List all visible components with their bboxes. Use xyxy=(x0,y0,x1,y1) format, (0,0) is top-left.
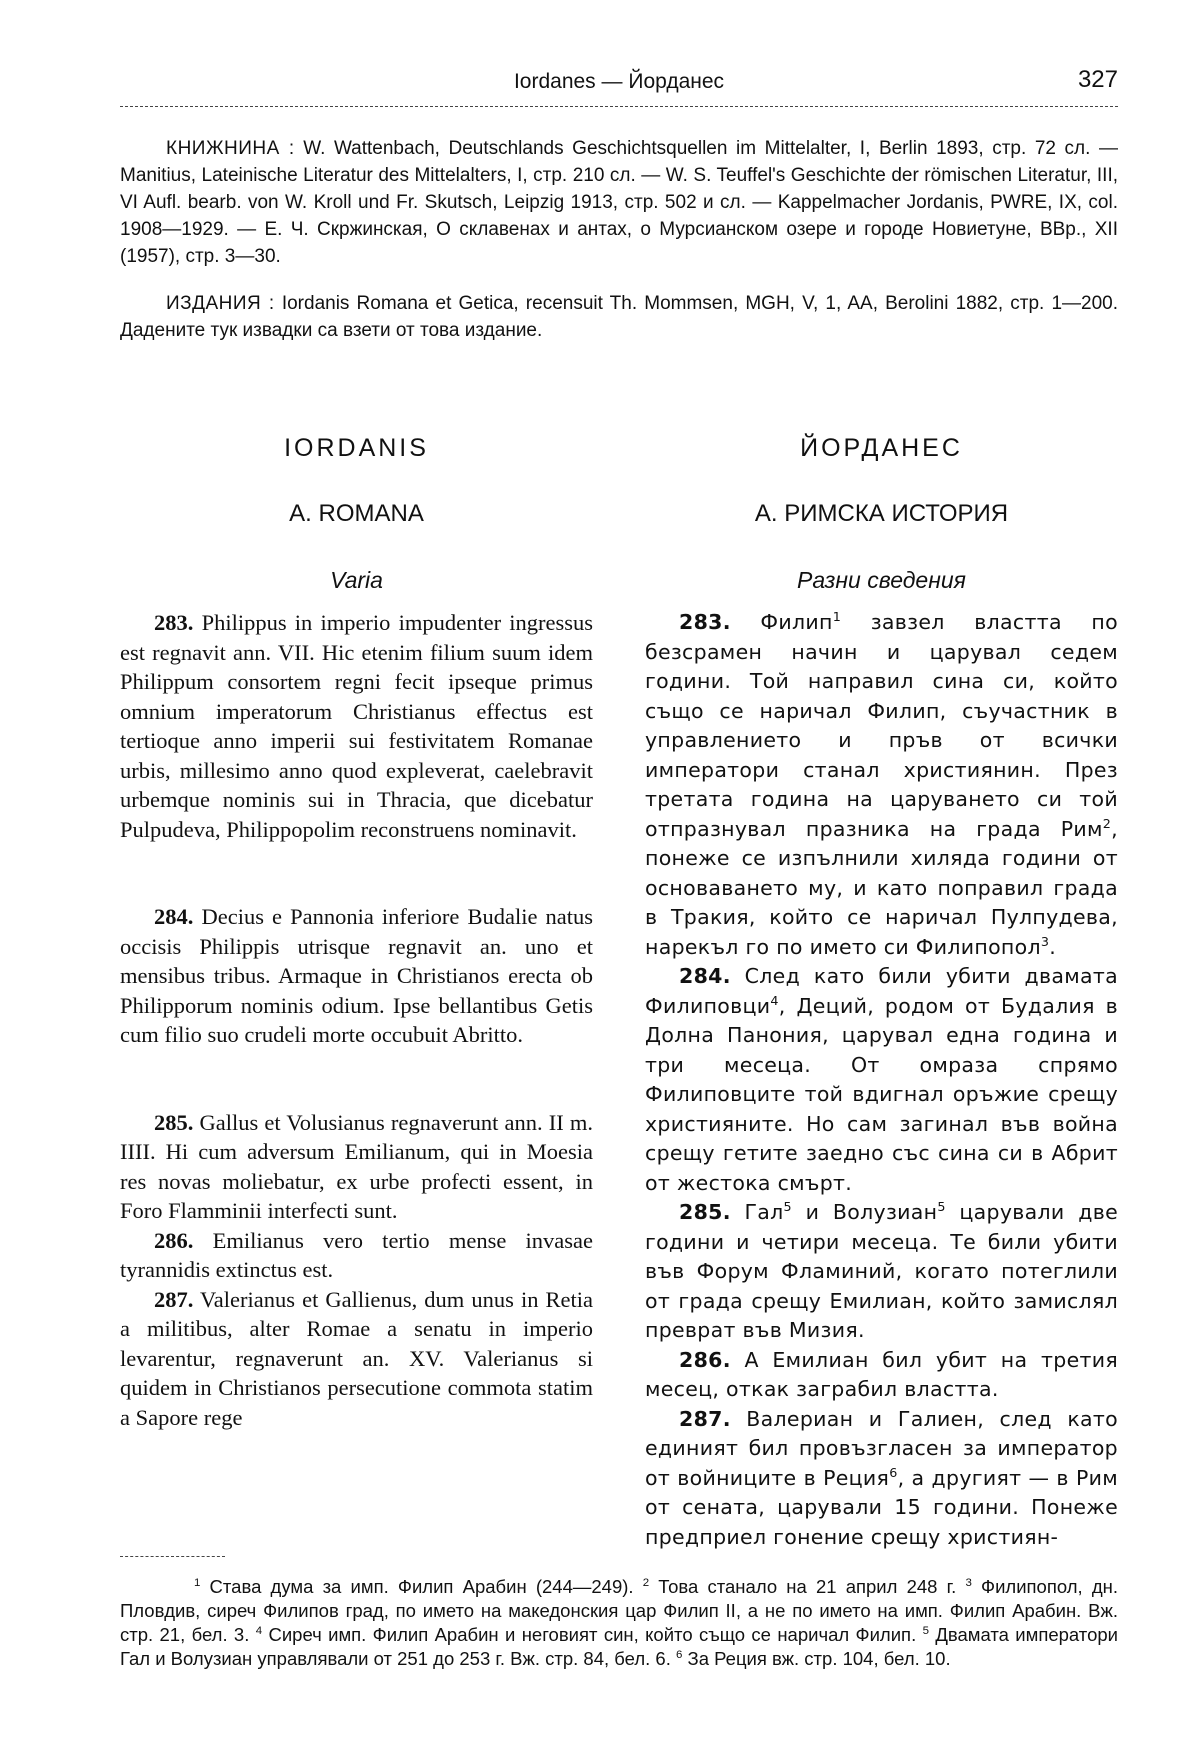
bulgarian-paragraph-285: 285. Гал$^5$ и Волузиан$^5$ царували две години и четири месеца. Те били убити във Форум Фламиний, когато потеглили от града срещу Емилиан, който замислял преврат във Мизия. xyxy=(645,1199,1119,1342)
editions-label: ИЗДАНИЯ : xyxy=(166,293,275,314)
footnote-mark: 2 xyxy=(642,1576,650,1589)
latin-column xyxy=(120,430,593,1432)
editions-text: Iordanis Romana et Getica, recensuit Th. Mommsen, MGH, V, 1, AA, Berolini 1882, стр. 1—200. Дадените тук извадки са взети от това издание. xyxy=(120,293,1118,341)
footnote-text: Това станало на 21 април 248 г. xyxy=(649,1576,966,1597)
bulgarian-heading: ЙОРДАНЕС xyxy=(800,434,963,462)
bulgarian-paragraph-286: 286. А Емилиан бил убит на третия месец, откак заграбил властта. xyxy=(645,1347,1118,1401)
bulgarian-paragraph-283: 283. Филип$^1$ завзел властта по безсрамен начин и царувал седем години. Той направил сина си, който също се наричал Филип, съучастник в управлението и пръв от всички императори станал християнин. През третата година на царуването си той отпразнувал празника на града Рим$^2$, понеже се изпълнили хиляда години от основаването му, и като поправил града в Тракия, който се наричал Пулпудева, нарекъл го по името си Филипопол$^3$. xyxy=(645,609,1118,959)
bulgarian-column xyxy=(645,430,1118,1552)
latin-subheading: A. ROMANA xyxy=(289,500,424,527)
footnote-text: Става дума за имп. Филип Арабин (244—249). xyxy=(200,1576,643,1597)
latin-paragraph-286: 286. Emilianus vero tertio mense invasae tyrannidis extinctus est. xyxy=(120,1227,594,1282)
bibliography-books xyxy=(120,135,1118,270)
bulgarian-paragraph-287: 287. Валериан и Галиен, след като единият бил провъзгласен за император от войниците в Реция$^6$, а другият — в Рим от сената, царували 15 години. Понеже предприел гонение срещу християн- xyxy=(645,1406,1118,1549)
bulgarian-paragraph-284: 284. След като били убити двамата Филиповци$^4$, Деций, родом от Будалия в Долна Панония, царувал една година и три месеца. От омраза спрямо Филиповците той вдигнал оръжие срещу християните. Но сам загинал във война срещу гетите заедно със сина си в Абрит от жестока смърт. xyxy=(645,964,1118,1195)
bibliography-editions xyxy=(120,290,1118,344)
footnote-mark: 5 xyxy=(922,1624,929,1637)
footnote-text: Сиреч имп. Филип Арабин и неговият син, който също се наричал Филип. xyxy=(262,1624,923,1645)
bulgarian-section-title: Разни сведения xyxy=(797,567,966,593)
running-title: Iordanes — Йорданес xyxy=(513,70,725,93)
footnotes xyxy=(120,1575,1118,1671)
latin-paragraph-287: 287. Valerianus et Gallienus, dum unus in Retia a militibus, alter Romae a senatu in imperio levarentur, regnaverunt an. XV. Valerianus si quidem in Christianos persecutione commota statim a Sapore rege xyxy=(120,1286,594,1430)
paragraph-gap xyxy=(120,1050,593,1108)
latin-paragraph-285: 285. Gallus et Volusianus regnaverunt ann. II m. IIII. Hi cum adversum Emilianum, qui in Moesia res novas moliebatur, ex urbe profecti essent, in Foro Flamminii interfecti sunt. xyxy=(120,1109,593,1223)
footnote-mark: 1 xyxy=(194,1576,201,1589)
page-number: 327 xyxy=(1077,66,1118,93)
footnote-rule xyxy=(120,1556,225,1557)
footnote-text: Филипопол, дн. Пловдив, сиреч Филипов град, по името на македонския цар Филип II, а не по името на имп. Филип Арабин. Вж. стр. 21, бел. 3. xyxy=(120,1576,1118,1645)
footnote-mark: 3 xyxy=(965,1576,972,1589)
running-head xyxy=(120,62,1118,107)
latin-section-title: Varia xyxy=(330,567,383,593)
footnote-text: Двамата императори Гал и Волузиан управлявали от 251 до 253 г. Вж. стр. 84, бел. 6. xyxy=(120,1624,1118,1669)
latin-paragraph-283: 283. Philippus in imperio impudenter ingressus est regnavit ann. VII. Hic etenim filium suum idem Philippum consortem regni fecit ipseque primus omnium imperatorum Christianus effectus est tertioque anno imperii sui festivitatem Romanae urbis, millesimo anno quod expleverat, caelebravit urbemque nominis sui in Thracia, que dicebatur Pulpudeva, Philippopolim reconstruens nominavit. xyxy=(120,610,594,842)
latin-heading: IORDANIS xyxy=(284,434,429,462)
paragraph-gap xyxy=(120,844,593,902)
footnote-mark: 6 xyxy=(676,1648,683,1661)
bulgarian-subheading: А. РИМСКА ИСТОРИЯ xyxy=(754,500,1009,527)
books-text: W. Wattenbach, Deutschlands Geschichtsquellen im Mittelalter, I, Berlin 1893, стр. 72 сл. — Manitius, Lateinische Literatur des Mittelalters, I, стр. 210 сл. — W. S. Teuffel's Geschichte der römischen Literatur, III, VI Aufl. bearb. von W. Kroll und Fr. Skutsch, Leipzig 1913, стр. 502 и сл. — Kappelmacher Jordanis, PWRE, IX, col. 1908—1929. — Е. Ч. Скржинская, О склавенах и антах, о Мурсианском озере и городе Новиетуне, ВВр., XII (1957), стр. 3—30. xyxy=(120,138,1118,267)
footnote-mark: 4 xyxy=(255,1624,263,1637)
books-label: КНИЖНИНА : xyxy=(166,138,295,159)
footnote-text: За Реция вж. стр. 104, бел. 10. xyxy=(682,1648,951,1669)
latin-paragraph-284: 284. Decius e Pannonia inferiore Budalie natus occisis Philippis utrisque regnavit an. uno et mensibus tribus. Armaque in Christianos erecta ob Philipporum nominis odium. Ipse bellantibus Getis cum filio suo crudeli morte occubuit Abritto. xyxy=(120,904,594,1047)
